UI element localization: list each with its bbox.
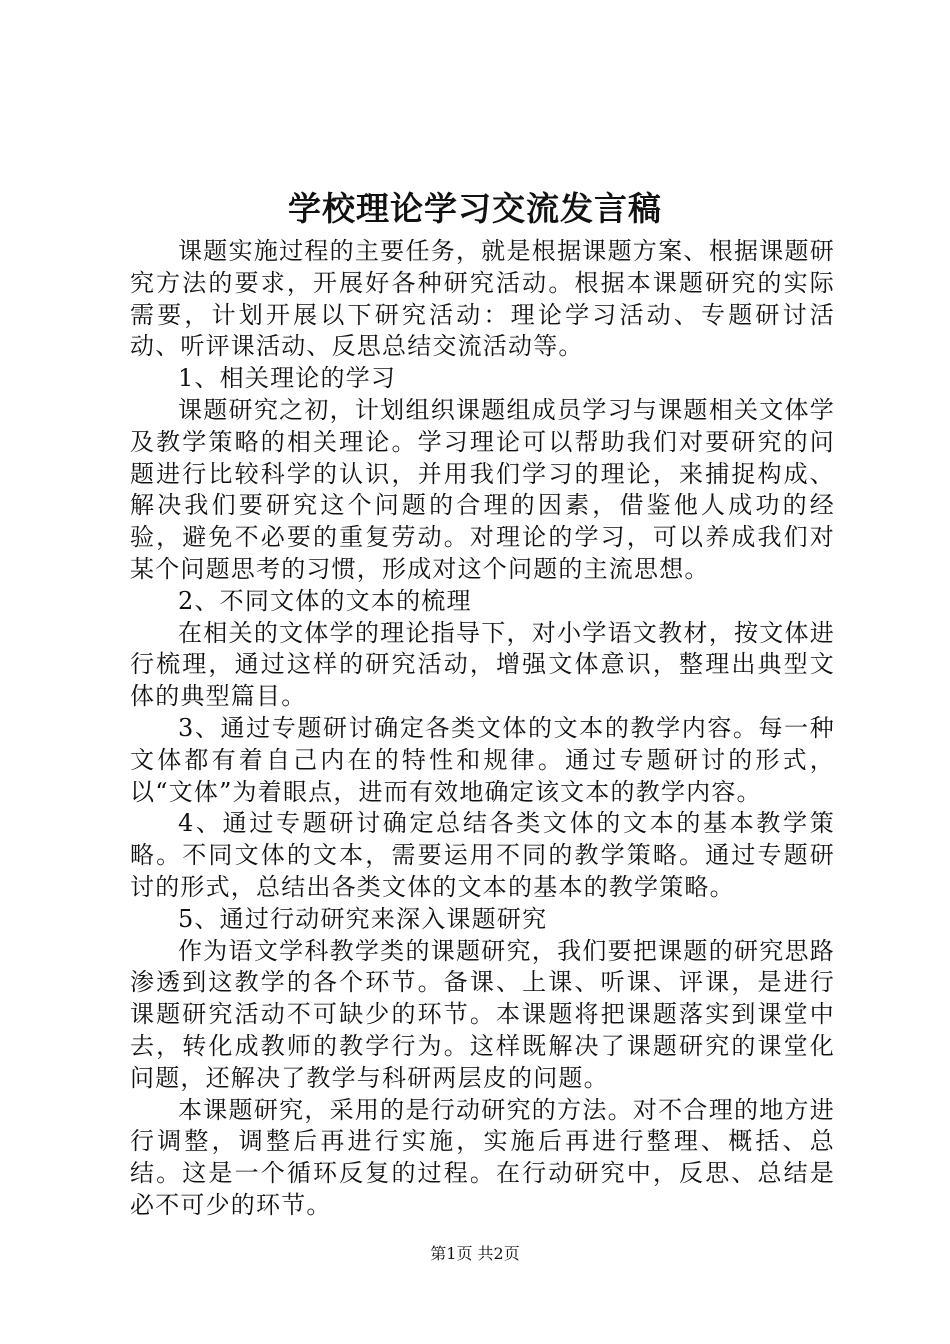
paragraph-intro: 课题实施过程的主要任务，就是根据课题方案、根据课题研究方法的要求，开展好各种研究活动。根据本课题研究的实际需要，计划开展以下研究活动：理论学习活动、专题研讨活动、听评课活动、反思总结交流活动等。 [130, 237, 835, 361]
paragraph-section-3: 3、通过专题研讨确定各类文体的文本的教学内容。每一种文体都有着自己内在的特性和规律。通过专题研讨的形式，以“文体”为着眼点，进而有效地确定该文本的教学内容。 [130, 713, 835, 806]
page-number-footer: 第1页 共2页 [430, 1244, 520, 1263]
paragraph-section-4: 4、通过专题研讨确定总结各类文体的文本的基本教学策略。不同文体的文本，需要运用不同的教学策略。通过专题研讨的形式，总结出各类文体的文本的基本的教学策略。 [130, 809, 835, 901]
section-heading-5: 5、通过行动研究来深入课题研究 [178, 904, 548, 933]
paragraph-theory-study: 课题研究之初，计划组织课题组成员学习与课题相关文体学及教学策略的相关理论。学习理论可以帮助我们对要研究的问题进行比较科学的认识，并用我们学习的理论，来捕捉构成、解决我们要研究这个问题的合理的因素，借鉴他人成功的经验，避免不必要的重复劳动。对理论的学习，可以养成我们对某个问题思考的习惯，形成对这个问题的主流思想。 [130, 395, 835, 583]
document-title: 学校理论学习交流发言稿 [288, 189, 662, 228]
paragraph-method: 本课题研究，采用的是行动研究的方法。对不合理的地方进行调整，调整后再进行实施，实施后再进行整理、概括、总结。这是一个循环反复的过程。在行动研究中，反思、总结是必不可少的环节。 [130, 1095, 835, 1219]
section-heading-1: 1、相关理论的学习 [178, 364, 397, 393]
section-heading-2: 2、不同文体的文本的梳理 [178, 586, 472, 615]
document-body [130, 236, 835, 1222]
paragraph-action-research: 作为语文学科教学类的课题研究，我们要把课题的研究思路渗透到这教学的各个环节。备课、上课、听课、评课，是进行课题研究活动不可缺少的环节。本课题将把课题落实到课堂中去，转化成教师的教学行为。这样既解决了课题研究的课堂化问题，还解决了教学与科研两层皮的问题。 [130, 936, 835, 1092]
paragraph-text-sorting: 在相关的文体学的理论指导下，对小学语文教材，按文体进行梳理，通过这样的研究活动，增强文体意识，整理出典型文体的典型篇目。 [130, 618, 835, 711]
